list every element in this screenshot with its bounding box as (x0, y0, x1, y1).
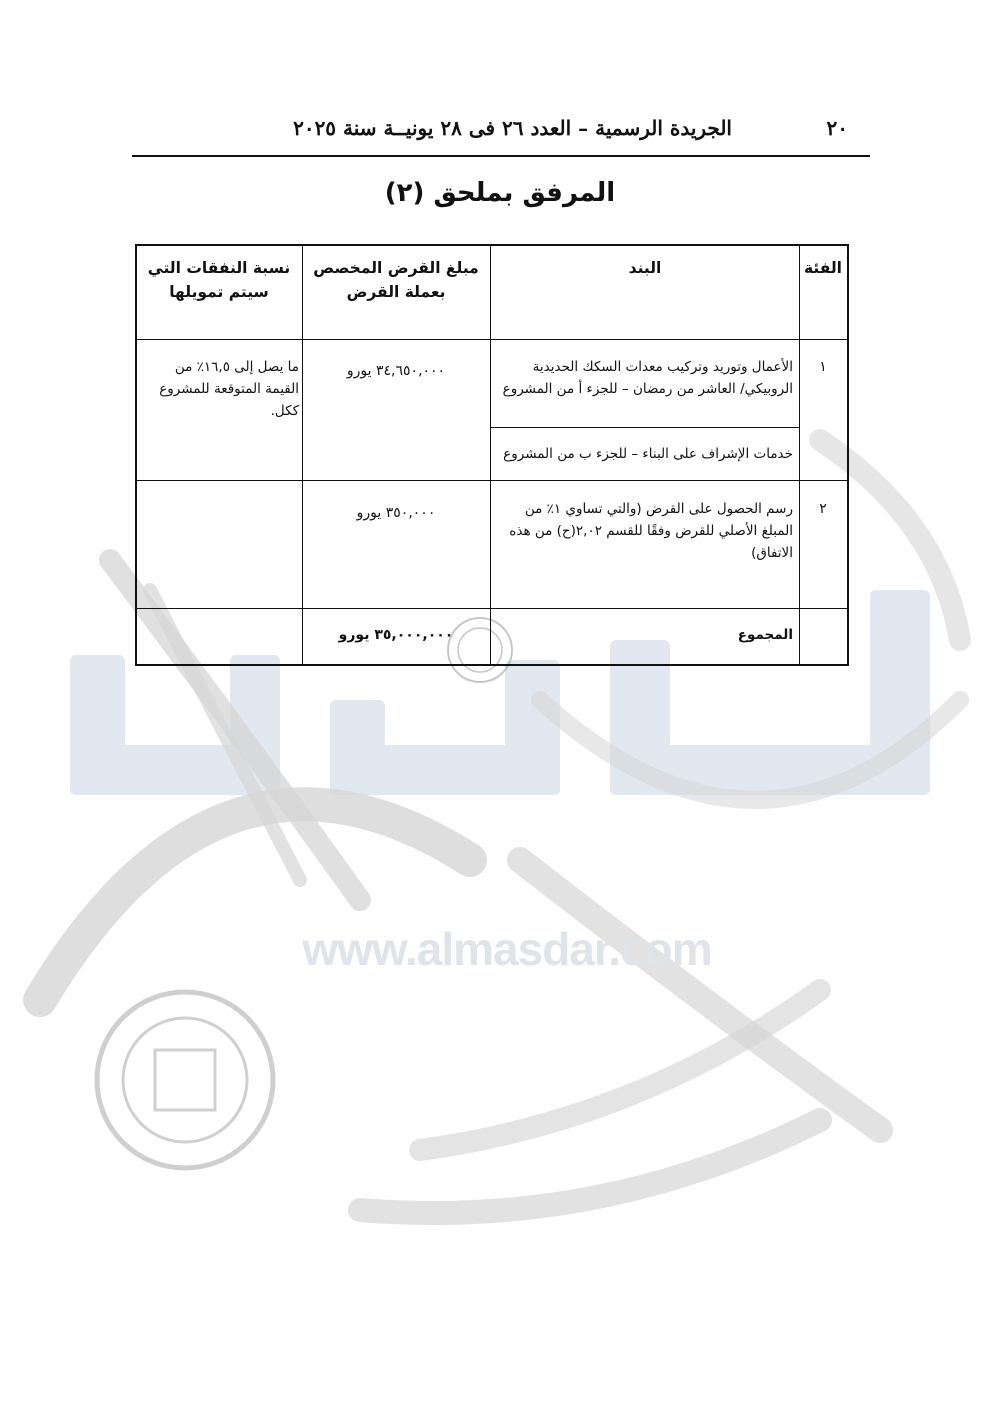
column-header-item: البند (628, 259, 662, 277)
watermark-url: www.almasdar.com (302, 923, 712, 975)
row-divider (135, 339, 849, 340)
column-header-amount: مبلغ القرض المخصص بعملة القرض (313, 259, 479, 301)
table-cell-category: ١ (819, 359, 827, 375)
column-header-percentage: نسبة النفقات التي سيتم تمويلها (147, 259, 291, 301)
row-divider (490, 427, 800, 428)
header-rule (132, 155, 870, 157)
table-cell-item: الأعمال وتوريد وتركيب معدات السكك الحديدية الروبيكي/ العاشر من رمضان – للجزء أ من المشروع (502, 359, 793, 397)
page-header (132, 112, 870, 148)
table-cell-amount: ٣٤,٦٥٠,٠٠٠ يورو (346, 363, 446, 379)
table-border-bottom (135, 664, 849, 666)
column-divider (302, 244, 303, 666)
page-title: المرفق بملحق (٢) (384, 178, 616, 208)
table-cell-item: خدمات الإشراف على البناء – للجزء ب من المشروع (503, 446, 793, 462)
table-cell-amount: ٣٥٠,٠٠٠ يورو (356, 505, 436, 521)
table-border-right (847, 244, 849, 666)
table-border-top (135, 244, 849, 246)
column-divider (799, 244, 800, 666)
column-header-category: الفئة (803, 259, 843, 277)
gazette-title: الجريدة الرسمية – العدد ٢٦ فى ٢٨ يونيــة سنة ٢٠٢٥ (293, 116, 732, 140)
seal-mark (97, 992, 273, 1168)
column-divider (490, 244, 491, 666)
page-number: ٢٠ (826, 116, 848, 140)
table-cell-percentage: ما يصل إلى ١٦,٥٪ من القيمة المتوقعة للمشروع ككل. (159, 359, 299, 419)
table-cell-category: ٢ (819, 501, 827, 517)
table-border-left (135, 244, 137, 666)
table-cell-item: رسم الحصول على القرض (والتي تساوي ١٪ من المبلغ الأصلي للقرض وفقًا للقسم ٢,٠٢(ح) من هذه الاتفاق) (509, 501, 793, 561)
allocation-table (135, 244, 849, 666)
total-label: المجموع (737, 627, 793, 643)
row-divider (135, 608, 849, 609)
row-divider (135, 480, 849, 481)
total-amount: ٣٥,٠٠٠,٠٠٠ يورو (338, 627, 454, 643)
